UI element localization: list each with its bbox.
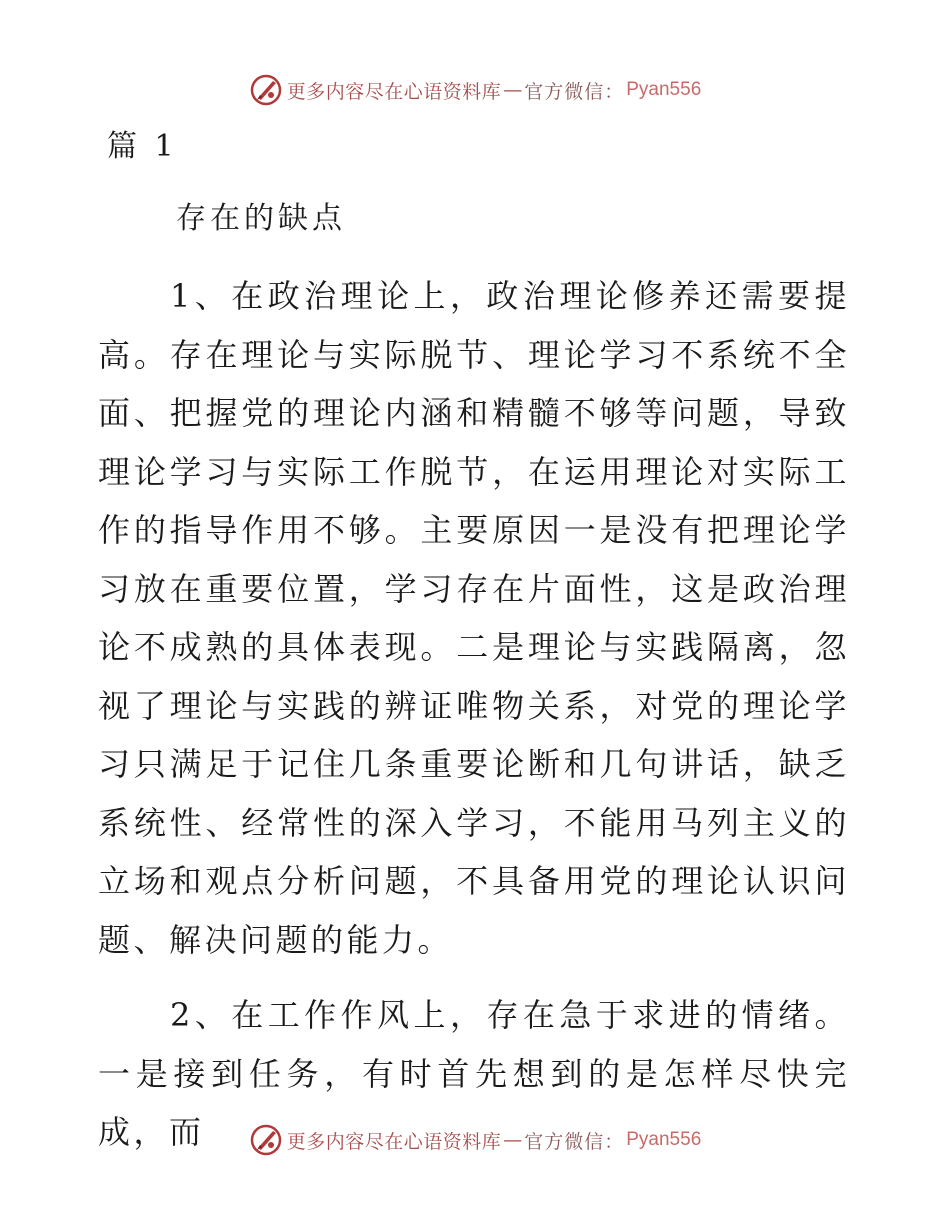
footer-banner (0, 1120, 950, 1160)
footer-banner-title: 更多内容尽在心语资料库 (286, 1130, 502, 1153)
banner-title: 更多内容尽在心语资料库 (286, 80, 502, 103)
quill-pen-seal-icon (249, 1123, 283, 1157)
quill-pen-seal-icon (249, 73, 283, 107)
footer-wechat-id: Pyan556 (626, 1129, 702, 1150)
wechat-id: Pyan556 (626, 79, 702, 100)
section-heading: 存在的缺点 (176, 201, 346, 236)
header-banner (0, 70, 950, 110)
footer-wechat-label: 官方微信： (524, 1130, 625, 1153)
page-title: 篇 1 (107, 129, 178, 164)
banner-separator: — (503, 79, 523, 101)
paragraph-2: 2、在工作作风上，存在急于求进的情绪。一是接到任务，有时首先想到的是怎样尽快完成，而 (98, 996, 850, 1151)
footer-banner-separator: — (503, 1129, 523, 1151)
wechat-label: 官方微信： (524, 80, 625, 103)
paragraph-1: 1、在政治理论上，政治理论修养还需要提高。存在理论与实际脱节、理论学习不系统不全面、把握党的理论内涵和精髓不够等问题，导致理论学习与实际工作脱节，在运用理论对实际工作的指导作用不够。主要原因一是没有把理论学习放在重要位置，学习存在片面性，这是政治理论不成熟的具体表现。二是理论与实践隔离，忽视了理论与实践的辨证唯物关系，对党的理论学习只满足于记住几条重要论断和几句讲话，缺乏系统性、经常性的深入学习，不能用马列主义的立场和观点分析问题，不具备用党的理论认识问题、解决问题的能力。 (98, 277, 850, 959)
